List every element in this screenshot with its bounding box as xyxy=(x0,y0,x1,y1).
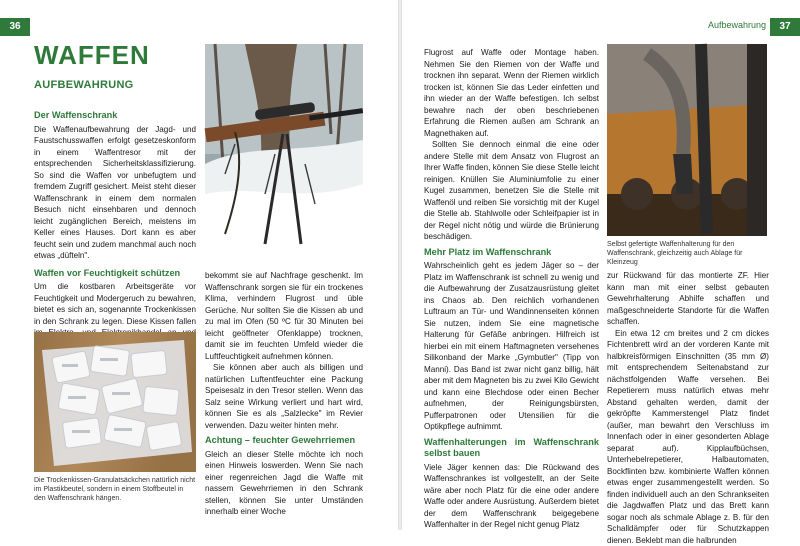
paragraph-fichtenbrett: Ein etwa 12 cm breites und 2 cm dickes Fichtenbrett wird an der vorderen Kante mit halbkreisförmigen Einschnitten (35 mm Ø) mit entsprechendem Seitenabstand zur nächstfolgenden Waffe versehen. Bei Repetierern muss natürlich etwas mehr Abstand gehalten werden, damit der gekröpfte Kammerstengel Platz findet (außer, man bewahrt den Verschluss im Innenfach oder in einer gesonderten Ablage separat auf). Kipplaufbüchsen, Unterhebelrepetierer, Halbautomaten, Bockflinten bzw. kombinierte Waffen können etwas enger zusammengestellt werden. So finden individuell auch an den Schrankseiten die Jagdwaffen Platz und das Brett kann sogar noch als schmale Ablage z. B. für den Schalldämpfer oder für Schutzkappen dienen. Beklebt man die halbrunden xyxy=(607,328,769,546)
heading-feuchtigkeit: Waffen vor Feuchtigkeit schützen xyxy=(34,268,196,280)
right-column-1 xyxy=(424,47,599,531)
caption-desiccant-bags: Die Trockenkissen-Granulatsäckchen natürlich nicht im Plastikbeutel, sondern in einem Stoffbeutel in den Waffenschrank hängen. xyxy=(34,476,196,503)
page-number-left: 36 xyxy=(0,18,30,36)
heading-waffenschrank: Der Waffenschrank xyxy=(34,110,196,122)
heading-mehr-platz: Mehr Platz im Waffenschrank xyxy=(424,247,599,259)
paragraph-gewehrriemen: Gleich an dieser Stelle möchte ich noch einen Hinweis loswerden. Wenn Sie nach einer regenreichen Jagd die Waffe mit nassem Gewehrriemen in den Schrank stellen, können Sie unter Umständen innerhalb einer Woche xyxy=(205,449,363,518)
gun-rack-photo xyxy=(607,44,767,236)
paragraph-waffenschrank: Die Waffenaufbewahrung der Jagd- und Faustschusswaffen erfolgt gesetzeskonform in einem Waffentresor mit der entsprechenden Sicherheitsklassifizierung. So sind die Waffen vor unbefugtem und fremdem Zugriff gesichert. Meist steht dieser Waffenschrank in einem dem normalen Besuch nicht einsehbaren und dennoch leicht zugänglichen Bereich, meistens im Keller eines Hauses. Dort kann es aber feucht sein und zudem manchmal auch noch etwas „düfteln". xyxy=(34,124,196,262)
paragraph-trockenklima: bekommt sie auf Nachfrage geschenkt. Im Waffenschrank sorgen sie für ein trockenes Klima, verhindern Flugrost und üble Gerüche. Nur sollten Sie die Kissen ab und zu mal im Ofen (50 ºC für 30 Minuten bei leicht geöffneter Ofenklappe) trocknen, damit sie im feuchten Umfeld wieder die Luftfeuchtigkeit aufnehmen können. xyxy=(205,270,363,362)
paragraph-gewehrhalterung: zur Rückwand für das montierte ZF. Hier kann man mit einer selbst gebauten Gewehrhalterung Abhilfe schaffen und maßgeschneiderte Standorte für die Waffen schaffen. xyxy=(607,270,769,328)
running-head: Aufbewahrung xyxy=(708,20,766,30)
page-number-right: 37 xyxy=(770,18,800,36)
desiccant-bags-photo xyxy=(34,332,196,472)
paragraph-feuchtigkeit: Um die kostbaren Arbeitsgeräte vor Feuchtigkeit und Modergeruch zu bewahren, bietet es sich an, sogenannte Trockenkissen in den Schrank zu legen. Diese Kissen fallen xyxy=(34,281,196,350)
caption-gun-rack: Selbst gefertigte Waffenhalterung für den Waffenschrank, gleichzeitig auch Ablage für Kleinzeug xyxy=(607,240,769,267)
right-page xyxy=(402,0,800,530)
paragraph-flugrost: Sollten Sie dennoch einmal die eine oder andere Stelle mit dem Ansatz von Flugrost an Ihrer Waffe finden, können Sie diese Stelle leicht reinigen. Knüllen Sie Aluminiumfolie zu einer Kugel zusammen, benetzen Sie die Stelle mit Waffenöl und reiben Sie vorsichtig mit der Kugel die Stelle ab. Stahlwolle oder Schleifpapier ist in der Regel nicht nötig und würde die Brünierung beschädigen. xyxy=(424,139,599,243)
section-subtitle: AUFBEWAHRUNG xyxy=(34,79,134,91)
left-page xyxy=(0,0,398,530)
left-column-1 xyxy=(34,110,196,350)
heading-halterungen: Waffenhalterungen im Waffenschrank selbst bauen xyxy=(424,437,599,460)
paragraph-speisesalz: Sie können aber auch als billigen und natürlichen Luftentfeuchter eine Packung Speisesalz in den Tresor stellen. Wenn das Salz seine Wirkung verliert und hart wird, können Sie es als „Salzlecke" im Revier verwenden. Dazu weiter hinten mehr. xyxy=(205,362,363,431)
left-column-2 xyxy=(205,270,363,518)
chapter-title: WAFFEN xyxy=(34,40,150,71)
paragraph-halterungen: Viele Jäger kennen das: Die Rückwand des Waffenschrankes ist vollgestellt, an der Seite wäre aber noch Platz für die eine oder andere Waffe oder andere Ausrüstung. Außerdem bietet der dem Waffenschrank beigegebene Waffenhalter in der Regel nicht genug Platz xyxy=(424,462,599,531)
paragraph-riemen-trocknen: Flugrost auf Waffe oder Montage haben. Nehmen Sie den Riemen von der Waffe und trocknen ihn separat. Wenn der Riemen wirklich trocken ist, können Sie das Leder einfetten und ihn wieder an der Waffe befestigen. Ich selbst bewahre nach der oben beschriebenen Erfahrung die Riemen außen am Schrank an Magnethaken auf. xyxy=(424,47,599,139)
paragraph-mehr-platz: Wahrscheinlich geht es jedem Jäger so – der Platz im Waffenschrank ist schnell zu wenig und die Aufbewahrung der Zusatzausrüstung gleitet ins Chaos ab. Den reichlich vorhandenen Luftraum an Tür- und Wandinnenseiten können Sie nutzen, indem Sie eine magnetische Halterung für Gefäße anbringen. Hilfreich ist hierbei ein mit einem Haftmagneten versehenes Silikonband der Marke „Gymbutler" (Tipp von Manni). Das Band ist zwar nicht ganz billig, hält aber mit dem Magneten bis zu zwei Kilo Gewicht und kann eine Blechdose oder einen Becher aufnehmen, der Reinigungsbürsten, Pufferpatronen oder Utensilien für die Optikpflege aufnimmt. xyxy=(424,260,599,433)
heading-achtung: Achtung – feuchter Gewehrriemen xyxy=(205,435,363,447)
right-column-2 xyxy=(607,270,769,546)
rifle-in-snow-photo xyxy=(205,44,363,254)
